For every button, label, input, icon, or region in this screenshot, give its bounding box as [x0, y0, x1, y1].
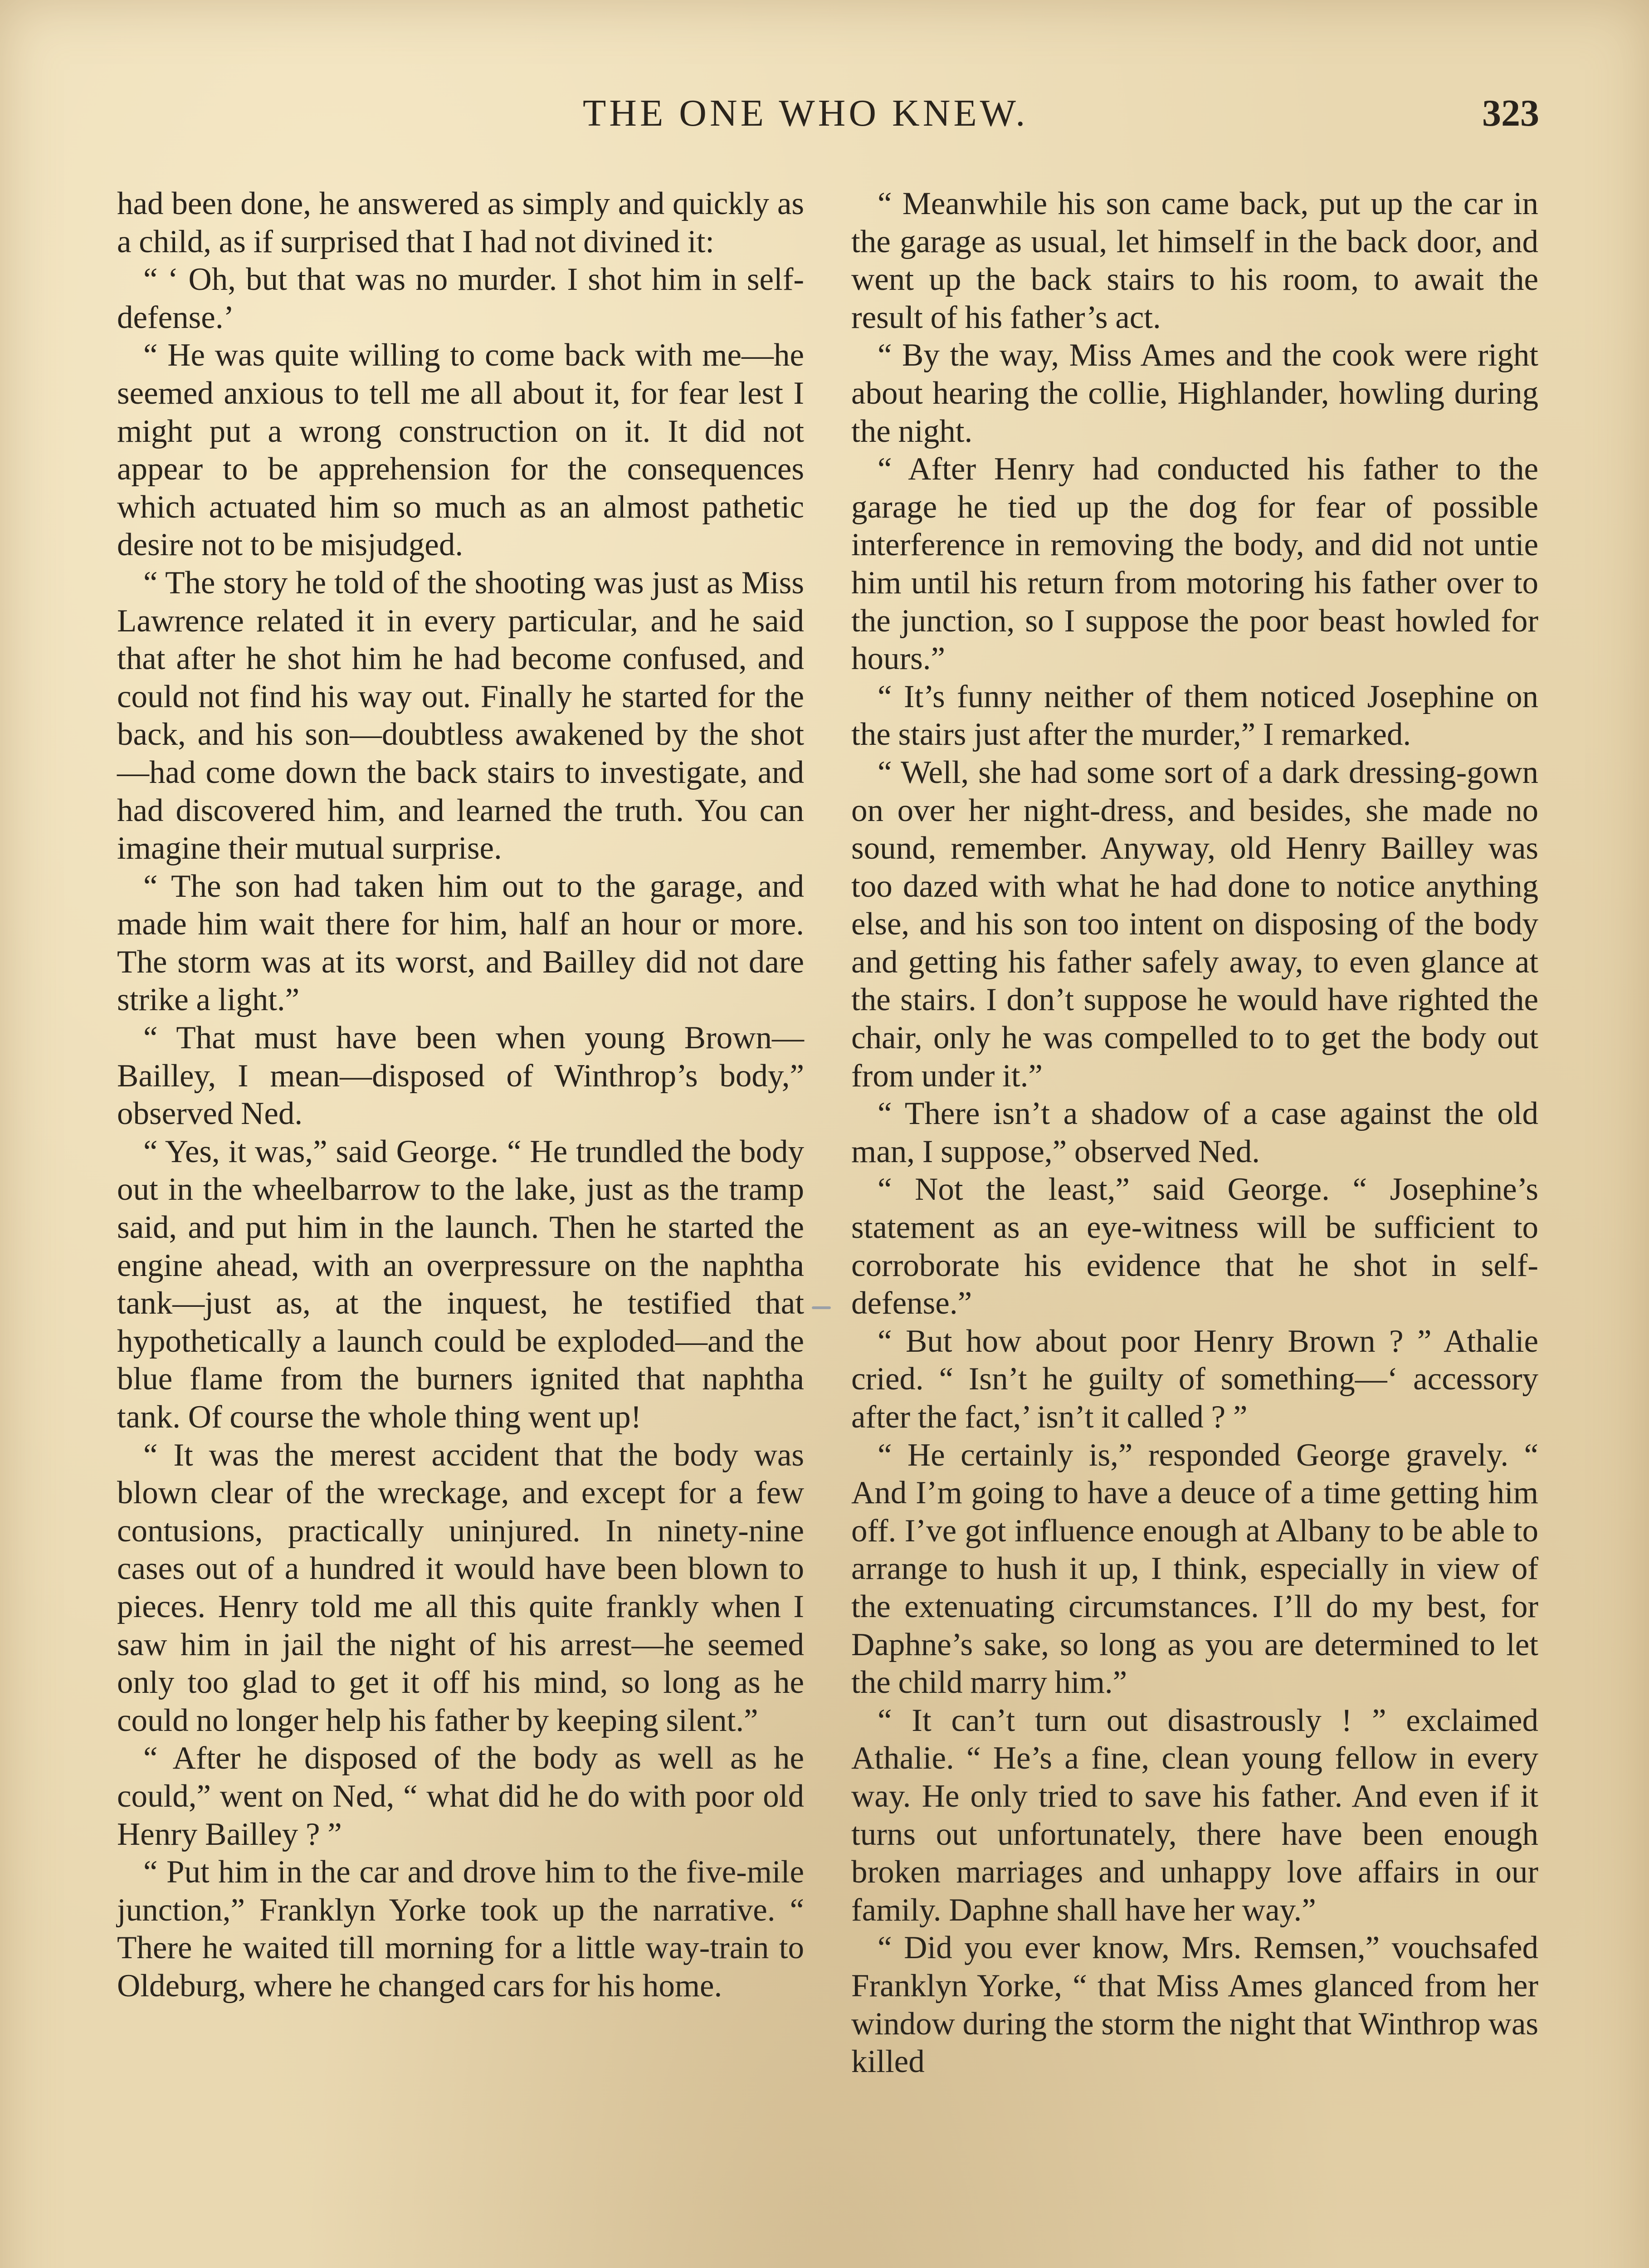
paragraph: “ It was the merest accident that the body was blown clear of the wreckage, and except for a few contusions, practically uninjured. In ninety-nine cases out of a hundred it would have been blown to pieces. Henry told me all this quite frankly when I saw him in jail the night of his arrest—he seemed only too glad to get it off his mind, so long as he could no longer help his father by keeping silent.” — [117, 1437, 804, 1738]
ink-mark — [812, 1306, 831, 1309]
paragraph: “ The story he told of the shooting was just as Miss Lawrence related it in every particular, and he said that after he shot him he had become confused, and could not find his way out. Finally he started for the back, and his son—doubtless awakened by the shot—had come down the back stairs to investigate, and had discovered him, and learned the truth. You can imagine their mutual surprise. — [117, 565, 804, 866]
paragraph: had been done, he answered as simply and quickly as a child, as if surprised that I had not divined it: — [117, 186, 804, 259]
paragraph: “ Well, she had some sort of a dark dressing-gown on over her night-dress, and besides, she made no sound, remember. Anyway, old Henry Bailley was too dazed with what he had done to notice anything else, and his son too intent on disposing of the body and getting his father safely away, to even glance at the stairs. I don’t suppose he would have righted the chair, only he was compelled to to get the body out from under it.” — [851, 754, 1538, 1094]
paragraph: “ Yes, it was,” said George. “ He trundled the body out in the wheelbarrow to the lake, just as the tramp said, and put him in the launch. Then he started the engine ahead, with an overpressure on the naphtha tank—just as, at the inquest, he testified that hypothetically a launch could be exploded—and the blue flame from the burners ignited that naphtha tank. Of course the whole thing went up! — [117, 1134, 804, 1435]
paragraph: “ Not the least,” said George. “ Josephine’s statement as an eye-witness will be sufficient to corroborate his evidence that he shot in self-defense.” — [851, 1172, 1538, 1321]
paragraph: “ After he disposed of the body as well as he could,” went on Ned, “ what did he do with poor old Henry Bailley ? ” — [117, 1740, 804, 1852]
running-head: THE ONE WHO KNEW. — [583, 92, 1029, 134]
paragraph: “ He certainly is,” responded George gravely. “ And I’m going to have a deuce of a time getting him off. I’ve got influence enough at Albany to be able to arrange to hush it up, I think, especially in view of the extenuating circumstances. I’ll do my best, for Daphne’s sake, so long as you are determined to let the child marry him.” — [851, 1437, 1538, 1701]
paragraph: “ But how about poor Henry Brown ? ” Athalie cried. “ Isn’t he guilty of something—‘ accessory after the fact,’ isn’t it called ? ” — [851, 1323, 1538, 1435]
paragraph: “ It can’t turn out disastrously ! ” exclaimed Athalie. “ He’s a fine, clean young fellow in every way. He only tried to save his father. And even if it turns out unfortunately, there have been enough broken marriages and unhappy love affairs in our family. Daphne shall have her way.” — [851, 1702, 1538, 1928]
paragraph: “ By the way, Miss Ames and the cook were right about hearing the collie, Highlander, howling during the night. — [851, 337, 1538, 449]
paragraph: “ That must have been when young Brown—Bailley, I mean—disposed of Winthrop’s body,” observed Ned. — [117, 1020, 804, 1132]
paragraph: “ Meanwhile his son came back, put up the car in the garage as usual, let himself in the back door, and went up the back stairs to his room, to await the result of his father’s act. — [851, 186, 1538, 335]
paragraph: “ The son had taken him out to the garage, and made him wait there for him, half an hour or more. The storm was at its worst, and Bailley did not dare strike a light.” — [117, 868, 804, 1018]
page-header — [109, 88, 1537, 138]
paragraph: “ It’s funny neither of them noticed Josephine on the stairs just after the murder,” I remarked. — [851, 679, 1538, 753]
paragraph: “ After Henry had conducted his father to the garage he tied up the dog for fear of possible interference in removing the body, and did not untie him until his return from motoring his father over to the junction, so I suppose the poor beast howled for hours.” — [851, 451, 1538, 677]
paragraph: “ He was quite willing to come back with me—he seemed anxious to tell me all about it, for fear lest I might put a wrong construction on it. It did not appear to be apprehension for the consequences which actuated him so much as an almost pathetic desire not to be misjudged. — [117, 337, 804, 563]
paragraph: “ ‘ Oh, but that was no murder. I shot him in self-defense.’ — [117, 262, 804, 335]
paragraph: “ Put him in the car and drove him to the five-mile junction,” Franklyn Yorke took up the narrative. “ There he waited till morning for a little way-train to Oldeburg, where he changed cars for his home. — [117, 1854, 804, 2004]
right-column — [851, 185, 1538, 2081]
paragraph: “ Did you ever know, Mrs. Remsen,” vouchsafed Franklyn Yorke, “ that Miss Ames glanced from her window during the storm the night that Winthrop was killed — [851, 1930, 1538, 2080]
page-number: 323 — [1482, 92, 1539, 134]
left-column — [117, 185, 804, 2005]
paragraph: “ There isn’t a shadow of a case against the old man, I suppose,” observed Ned. — [851, 1096, 1538, 1169]
